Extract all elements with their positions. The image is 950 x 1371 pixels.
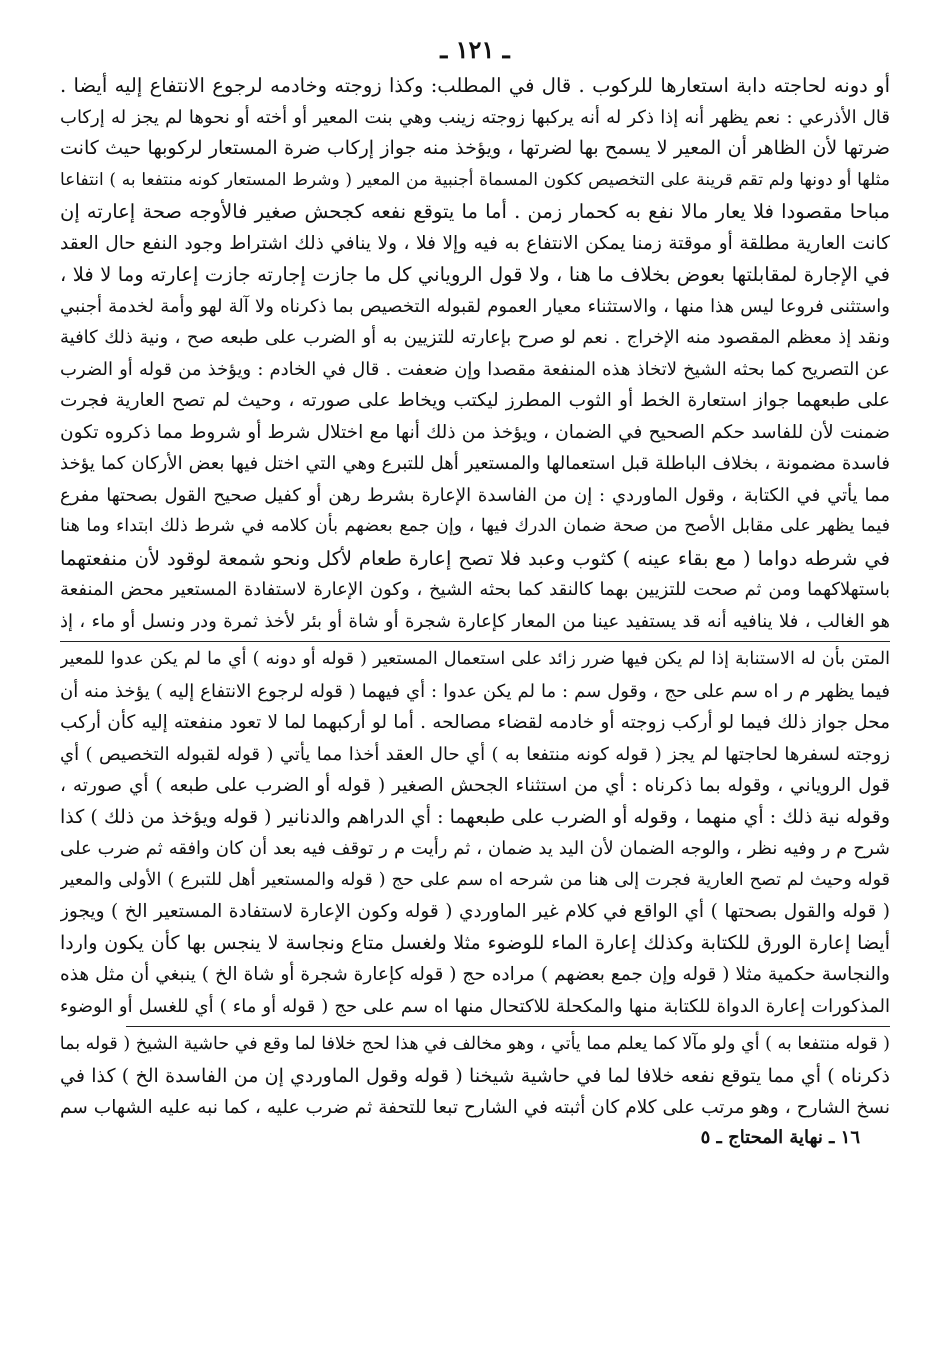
main-text-line: فيما يظهر على مقابل الأصح من صحة ضمان الدرك فيها ، وإن جمع بعضهم بأن كلامه في شرط ذلك ابتداء وما هنا (60, 516, 890, 536)
main-text-line: مما يأتي في الكتابة ، وقول الماوردي : إن من الفاسدة الإعارة بشرط رهن أو كفيل صحيح القول بصحتها مفرع (60, 484, 890, 506)
commentary-line: وقوله نية ذلك : أي منهما ، وقوله أو الضرب على طبعهما : أي الدراهم والدنانير ( قوله ويؤخذ من ذلك ) كذا (60, 805, 890, 828)
footnote-line: ( قوله منتفعا به ) أي ولو مآلا كما يعلم مما يأتي ، وهو مخالف في هذا لحج خلافا لما وقع في حاشية الشيخ ( قوله بما (60, 1034, 890, 1054)
main-text-line: واستثنى فروعا ليس هذا منها ، والاستثناء معيار العموم لقبوله التخصيص بما ذكرناه ولا آلة لهو وأمة لخدمة أجنبي (60, 295, 890, 317)
page-number: ـ ١٢١ ـ (440, 35, 510, 64)
commentary-line: قول الروياني ، وقوله بما ذكرناه : أي من استثناء الجحش الصغير ( قوله أو الضرب على طبعه ) أي صورته ، (60, 775, 890, 796)
main-text-line: فاسدة مضمونة ، بخلاف الباطلة قبل استعمالها والمستعير أهل للتبرع وهي التي اختل فيها بعض الأركان كما يؤخذ (60, 453, 890, 474)
commentary-line: فيما يظهر م ر اه سم على حج ، وقول سم : ما لم يكن عدوا : أي فيهما ( قوله لرجوع الانتفاع إليه ) يؤخذ منه أن (60, 680, 890, 702)
main-text-line: كانت العارية مطلقة أو موقتة زمنا يمكن الانتفاع به فيه وإلا فلا ، ولا ينافي ذلك اشتراط وجود النفع حال العقد (60, 232, 890, 254)
commentary-line: محل جواز ذلك فيما لو أركب زوجته أو خادمه لقضاء مصالحه . أما لو أركبهما لما لا تعود منفعته إليه كأن أركب (60, 712, 890, 733)
signature-mark: ١٦ ـ نهاية المحتاج ـ ٥ (700, 1126, 860, 1148)
commentary-block (60, 644, 890, 1022)
main-text-line: قال الأذرعي : نعم يظهر أنه إذا ذكر له أنه يركبها زوجته زينب وهي بنت المعير أو أخته أو نحوها لم يجز له إركاب (60, 106, 890, 128)
section-divider (60, 641, 890, 642)
main-text-line: في الإجارة لمقابلتها بعوض بخلاف ما هنا ، ولا قول الروياني كل ما جازت إجارته جازت إعارته وما لا فلا ، (60, 263, 890, 286)
main-text-line: ضرتها لأن الظاهر أن المعير لا يسمح بها لضرتها ، ويؤخذ منه جواز إركاب ضرة المستعار لركوبها حيث كانت (60, 137, 890, 159)
main-text-line: هو الغالب ، فلا ينافيه أنه قد يستفيد عينا من المعار كإعارة شجرة أو شاة أو بئر لأخذ ثمرة ودر ونسل أو ماء ، إذ (60, 610, 890, 632)
main-text-line: عن التصريح كما بحثه الشيخ لاتخاذ هذه المنفعة مقصدا وإن ضعفت . قال في الخادم : ويؤخذ من قوله أو الضرب (60, 358, 890, 380)
commentary-line: المتن بأن له الاستنابة إذا لم يكن فيها ضرر زائد على استعمال المستعير ( قوله أو دونه ) أي ما لم يكن عدوا للمعير (60, 649, 890, 669)
commentary-line: زوجته لسفرها لحاجتها لم يجز ( قوله كونه منتفعا به ) أي حال العقد أخذا مما يأتي ( قوله لقبوله التخصيص ) أي (60, 743, 890, 765)
footnote-line: ذكرناه ) أي مما يتوقع نفعه خلافا لما في حاشية شيخنا ( قوله وقول الماوردي إن من الفاسدة الخ ) كذا في (60, 1064, 890, 1087)
main-text-line: مثلها أو دونها ولم تقم قرينة على التخصيص ككون المسماة أجنبية من المعير ( وشرط المستعار كونه منتفعا به ) انتفاعا (60, 169, 890, 190)
main-text-line: باستهلاكهما ومن ثم صحت للتزيين بهما كالنقد كما بحثه الشيخ ، وكون الإعارة لاستفادة المستعير محض المنفعة (60, 579, 890, 600)
commentary-line: شرح م ر وفيه نظر ، والوجه الضمان لأن اليد يد ضمان ، ثم رأيت م ر توقف فيه بعد أن كان وافقه ثم ضرب على (60, 838, 890, 859)
footnote-divider (126, 1026, 890, 1027)
footnote-block (60, 1029, 890, 1124)
commentary-line: ( قوله والقول بصحتها ) أي الواقع في كلام غير الماوردي ( قوله وكون الإعارة لاستفادة المستعير الخ ) ويجوز (60, 901, 890, 922)
main-text-line: أو دونه لحاجته دابة استعارها للركوب . قال في المطلب: وكذا زوجته وخادمه لرجوع الانتفاع إليه أيضا . (60, 74, 890, 97)
main-text-line: ونقد إذ معظم المقصود منه الإخراج . نعم لو صرح بإعارته للتزيين به أو الضرب على طبعه صح ، ونية ذلك كافية (60, 327, 890, 348)
commentary-line: والنجاسة حكمية مثلا ( قوله وإن جمع بعضهم ) مراده حج ( قوله كإعارة شجرة أو شاة الخ ) ينبغي أن مثل هذه (60, 964, 890, 985)
commentary-line: قوله وحيث لم تصح العارية فجرت إلى هنا من شرحه اه سم على حج ( قوله والمستعير أهل للتبرع ) الأولى والمعير (60, 869, 890, 890)
commentary-line: أيضا إعارة الورق للكتابة وكذلك إعارة الماء للوضوء مثلا ولغسل متاع ونجاسة لا ينجس بها كأن يكون واردا (60, 931, 890, 954)
footnote-line: نسخ الشارح ، وهو مرتب على كلام كان أثبته في الشارح تبعا للتحفة ثم ضرب عليه ، كما نبه عليه الشهاب سم (60, 1097, 890, 1118)
commentary-line: المذكورات إعارة الدواة للكتابة منها والمكحلة للاكتحال منها اه سم على حج ( قوله أو ماء ) أي للغسل أو الوضوء (60, 995, 890, 1017)
main-text-block (60, 70, 890, 637)
main-text-line: في شرطه دواما ( مع بقاء عينه ) كثوب وعبد فلا تصح إعارة طعام لأكل ونحو شمعة لوقود لأن منفعتهما (60, 546, 890, 570)
main-text-line: على طبعهما جواز استعارة الخط أو الثوب المطرز ليكتب ويخاط على صورته ، وحيث لم تصح العارية فجرت (60, 390, 890, 411)
main-text-line: مباحا مقصودا فلا يعار مالا نفع به كحمار زمن . أما ما يتوقع نفعه كجحش صغير فالأوجه صحة إعارته إن (60, 200, 890, 223)
document-page (60, 30, 890, 1350)
main-text-line: ضمنت لأن للفاسد حكم الصحيح في الضمان ، ويؤخذ من ذلك أنها مع اختلال شرط أو شروط مما ذكروه تكون (60, 421, 890, 443)
